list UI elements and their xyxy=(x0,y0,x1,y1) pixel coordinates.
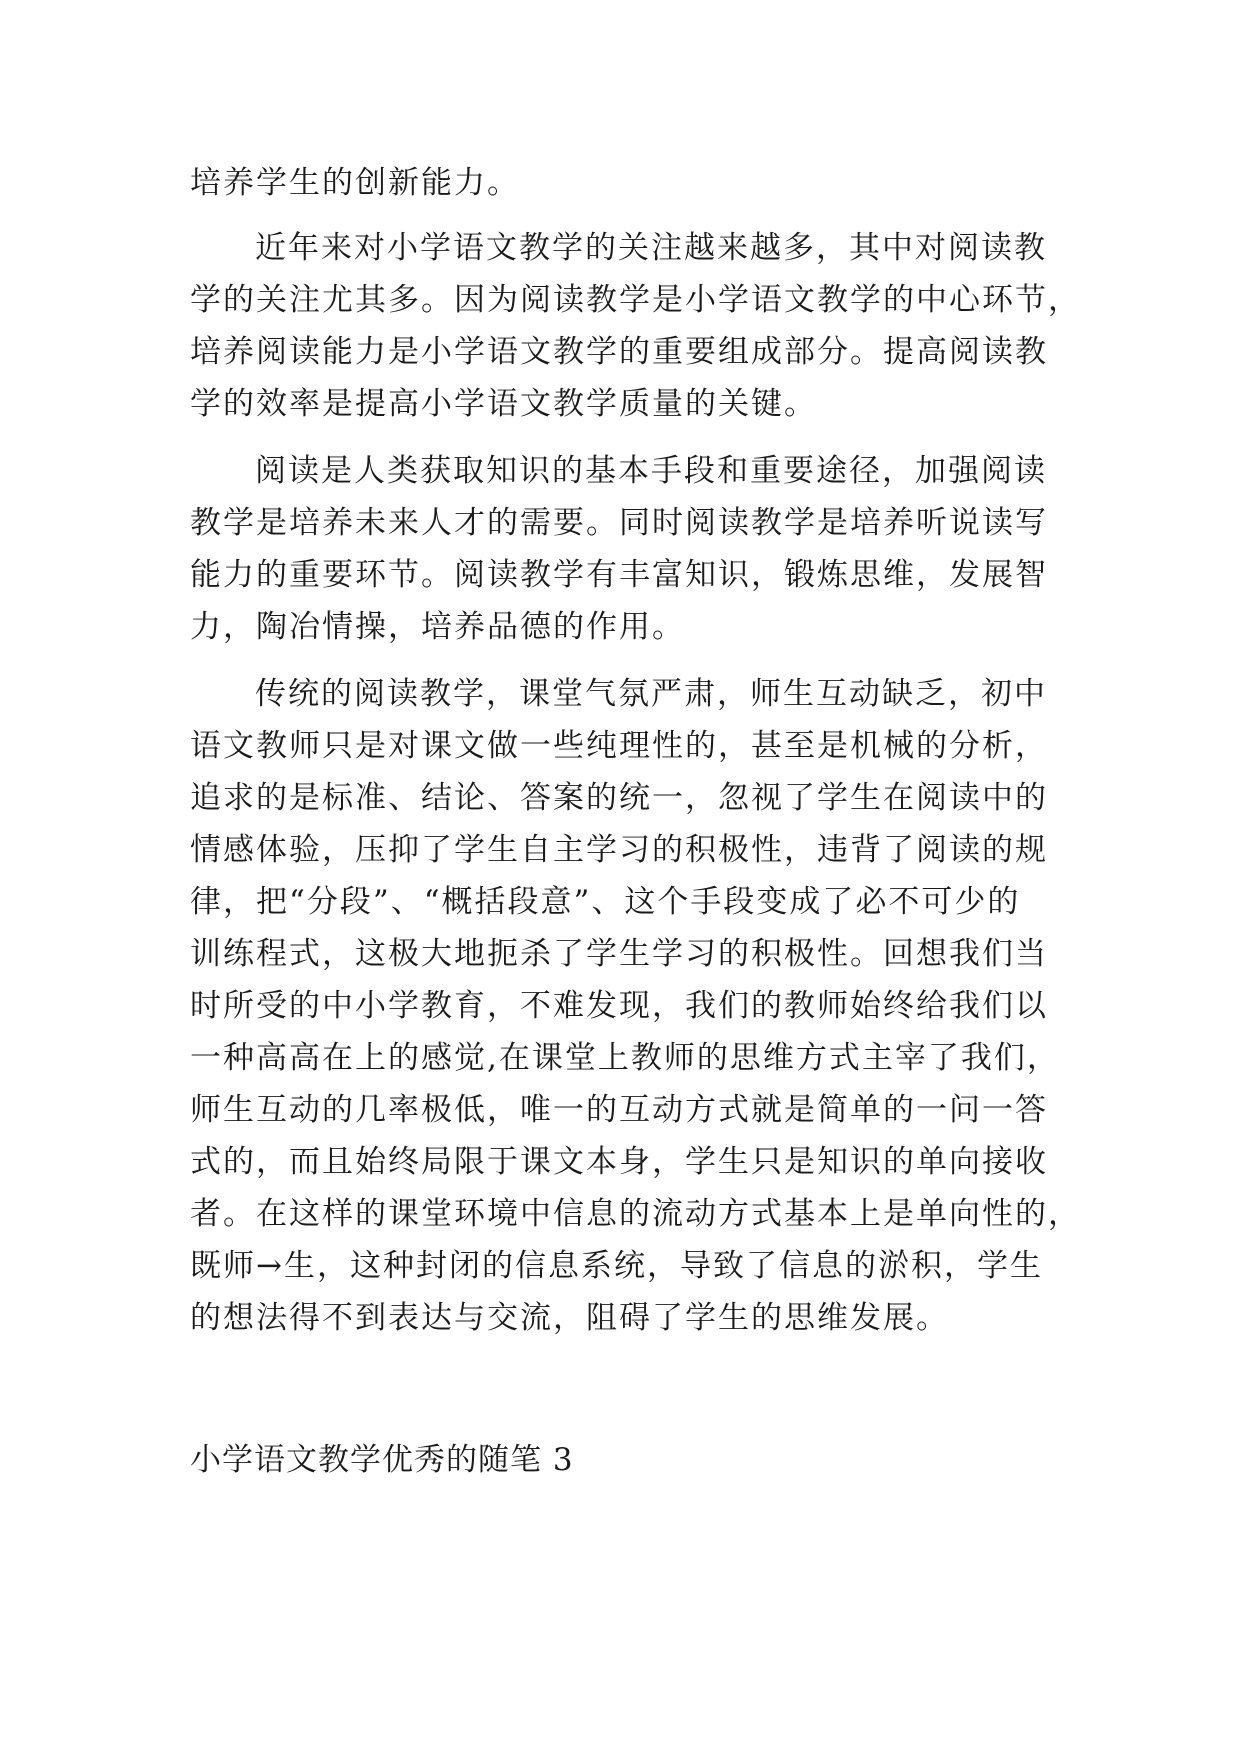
paragraph-line: 的想法得不到表达与交流，阻碍了学生的思维发展。 xyxy=(190,1300,949,1336)
paragraph-line: 一种高高在上的感觉,在课堂上教师的思维方式主宰了我们， xyxy=(190,1040,1060,1076)
paragraph-line: 追求的是标准、结论、答案的统一，忽视了学生在阅读中的 xyxy=(190,780,1048,816)
paragraph-line: 情感体验，压抑了学生自主学习的积极性，违背了阅读的规 xyxy=(190,832,1048,868)
paragraph-line: 培养学生的创新能力。 xyxy=(190,165,520,201)
paragraph-line: 教学是培养未来人才的需要。同时阅读教学是培养听说读写 xyxy=(190,505,1048,541)
section-heading: 小学语文教学优秀的随笔 3 xyxy=(190,1442,574,1478)
paragraph-line: 时所受的中小学教育，不难发现，我们的教师始终给我们以 xyxy=(190,988,1048,1024)
paragraph-line: 近年来对小学语文教学的关注越来越多，其中对阅读教 xyxy=(255,230,1047,266)
paragraph-line: 培养阅读能力是小学语文教学的重要组成部分。提高阅读教 xyxy=(190,334,1048,370)
paragraph-line: 传统的阅读教学，课堂气氛严肃，师生互动缺乏，初中 xyxy=(255,676,1047,712)
paragraph-line: 学的效率是提高小学语文教学质量的关键。 xyxy=(190,386,817,422)
paragraph-line: 既师→生，这种封闭的信息系统，导致了信息的淤积，学生 xyxy=(190,1248,1043,1284)
paragraph-line: 师生互动的几率极低，唯一的互动方式就是简单的一问一答 xyxy=(190,1092,1048,1128)
paragraph-line: 力，陶冶情操，培养品德的作用。 xyxy=(190,609,685,645)
paragraph-line: 阅读是人类获取知识的基本手段和重要途径，加强阅读 xyxy=(255,453,1047,489)
paragraph-line: 式的，而且始终局限于课文本身，学生只是知识的单向接收 xyxy=(190,1144,1048,1180)
paragraph-line: 者。在这样的课堂环境中信息的流动方式基本上是单向性的， xyxy=(190,1196,1081,1232)
paragraph-line: 律，把“分段”、“概括段意”、这个手段变成了必不可少的 xyxy=(190,884,1021,920)
paragraph-line: 能力的重要环节。阅读教学有丰富知识，锻炼思维，发展智 xyxy=(190,557,1048,593)
paragraph-line: 学的关注尤其多。因为阅读教学是小学语文教学的中心环节， xyxy=(190,282,1081,318)
paragraph-line: 训练程式，这极大地扼杀了学生学习的积极性。回想我们当 xyxy=(190,936,1048,972)
paragraph-line: 语文教师只是对课文做一些纯理性的，甚至是机械的分析， xyxy=(190,728,1048,764)
